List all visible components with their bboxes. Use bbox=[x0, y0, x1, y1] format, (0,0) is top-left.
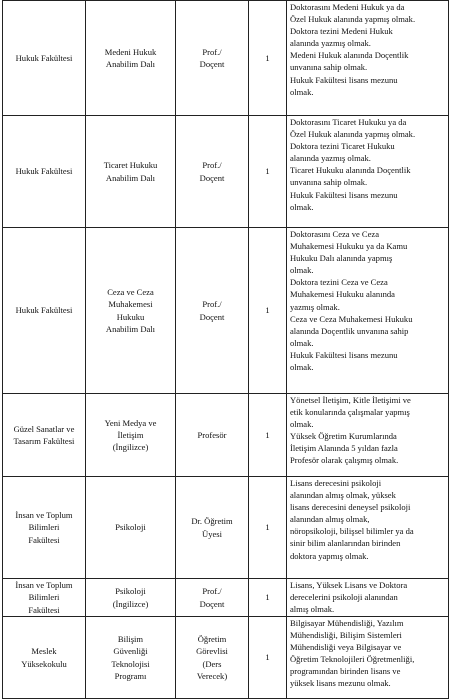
cell-text-line: (Ders bbox=[202, 658, 222, 669]
faculty-cell bbox=[3, 228, 86, 394]
department-cell bbox=[86, 1, 176, 116]
cell-text-line: Hukuk Fakültesi bbox=[15, 52, 73, 63]
requirement-line: alanında yazmış olmak. bbox=[290, 153, 371, 164]
cell-text-line: Hukuku bbox=[116, 311, 145, 322]
department-cell bbox=[86, 116, 176, 228]
cell-text-line: Hukuk Fakültesi bbox=[15, 166, 73, 177]
cell-text-line: Prof./ bbox=[202, 586, 222, 597]
requirement-line: Lisans derecesini psikoloji bbox=[290, 478, 382, 488]
requirement-line: Hukuk Fakültesi lisans mezunu bbox=[290, 74, 398, 85]
cell-text-line: Bilimleri bbox=[28, 592, 60, 603]
faculty-cell bbox=[3, 1, 86, 116]
requirement-line: Öğretim Teknolojileri Öğretmenliği, bbox=[290, 654, 415, 665]
cell-text-line: Dr. Öğretim bbox=[191, 516, 233, 527]
table-row bbox=[3, 116, 449, 228]
requirement-line: Doktora tezini Ceza ve Ceza bbox=[290, 277, 388, 288]
cell-text-line: Doçent bbox=[199, 598, 225, 609]
cell-text-line: Fakültesi bbox=[28, 604, 60, 615]
requirement-line: Ceza ve Ceza Muhakemesi Hukuku bbox=[290, 313, 413, 324]
cell-text-line: Anabilim Dalı bbox=[105, 323, 156, 334]
cell-text-line: Güvenliği bbox=[113, 646, 148, 657]
cell-text-line: Teknolojisi bbox=[111, 658, 150, 669]
faculty-cell bbox=[3, 477, 86, 579]
cell-text-line: Doçent bbox=[199, 59, 225, 69]
cell-text-line: Ceza ve Ceza bbox=[107, 287, 154, 298]
requirement-line: doktora yapmış olmak. bbox=[290, 550, 369, 561]
cell-text-line: 1 bbox=[265, 166, 270, 177]
requirement-line: Mühendisliği, Bilişim Sistemleri bbox=[290, 630, 402, 641]
cell-text-line: Programı bbox=[114, 670, 147, 681]
cell-text-line: Prof./ bbox=[202, 299, 222, 310]
requirement-line: Hukuk Fakültesi lisans mezunu bbox=[290, 349, 398, 360]
requirement-line: olmak. bbox=[290, 86, 314, 97]
requirement-line: Lisans, Yüksek Lisans ve Doktora bbox=[290, 580, 408, 590]
requirement-line: olmak. bbox=[290, 265, 314, 276]
table-row bbox=[3, 228, 449, 394]
cell-text-line: (İngilizce) bbox=[112, 598, 149, 609]
cell-text-line: Hukuk Fakültesi bbox=[15, 305, 73, 316]
cell-text-line: Yeni Medya ve bbox=[104, 417, 157, 428]
title-cell bbox=[176, 617, 249, 699]
cell-text-line: Bilişim bbox=[117, 634, 144, 645]
requirement-line: unvanına sahip olmak. bbox=[290, 177, 368, 188]
title-cell bbox=[176, 116, 249, 228]
title-cell bbox=[176, 477, 249, 579]
requirement-line: Özel Hukuk alanında yapmış olmak. bbox=[290, 14, 416, 25]
requirement-line: olmak. bbox=[290, 201, 314, 212]
table-row bbox=[3, 617, 449, 699]
cell-text-line: İnsan ve Toplum bbox=[15, 510, 73, 521]
department-cell bbox=[86, 394, 176, 477]
count-cell bbox=[249, 228, 287, 394]
faculty-cell bbox=[3, 394, 86, 477]
cell-text-line: Psikoloji bbox=[115, 586, 146, 597]
title-cell bbox=[176, 1, 249, 116]
cell-text-line: Medeni Hukuk bbox=[104, 46, 157, 57]
requirement-line: yazmış olmak. bbox=[290, 301, 340, 312]
requirements-cell bbox=[287, 1, 449, 116]
requirements-cell bbox=[287, 116, 449, 228]
requirement-line: etik konularında çalışmalar yapmış bbox=[290, 407, 410, 418]
department-cell bbox=[86, 477, 176, 579]
department-cell bbox=[86, 579, 176, 617]
cell-text-line: Doçent bbox=[199, 172, 225, 183]
requirements-cell bbox=[287, 617, 449, 699]
cell-text-line: İletişim bbox=[117, 429, 144, 440]
cell-text-line: (İngilizce) bbox=[112, 442, 149, 453]
requirement-line: Hukuk Fakültesi lisans mezunu bbox=[290, 189, 398, 200]
cell-text-line: 1 bbox=[265, 652, 270, 663]
requirement-line: Doktora tezini Medeni Hukuk bbox=[290, 26, 393, 37]
requirement-line: derecelerini psikoloji alanından bbox=[290, 592, 398, 603]
requirement-line: Özel Hukuk alanında yapmış olmak. bbox=[290, 129, 416, 140]
count-cell bbox=[249, 1, 287, 116]
cell-text-line: Bilimleri bbox=[28, 522, 60, 533]
table-row bbox=[3, 1, 449, 116]
requirement-line: olmak. bbox=[290, 419, 314, 430]
faculty-cell bbox=[3, 116, 86, 228]
cell-text-line: Muhakemesi bbox=[108, 299, 153, 310]
requirements-cell bbox=[287, 579, 449, 617]
requirement-line: alanında yazmış olmak. bbox=[290, 38, 371, 49]
requirement-line: lisans derecesini deneysel psikoloji bbox=[290, 502, 411, 513]
cell-text-line: Güzel Sanatlar ve bbox=[13, 423, 75, 434]
table-row bbox=[3, 477, 449, 579]
requirement-line: Doktora tezini Ticaret Hukuku bbox=[290, 141, 395, 152]
positions-table-body bbox=[3, 1, 449, 699]
requirement-line: Doktorasını Ticaret Hukuku ya da bbox=[290, 117, 407, 127]
cell-text-line: İnsan ve Toplum bbox=[15, 580, 73, 591]
requirement-line: olmak. bbox=[290, 362, 314, 373]
requirement-line: Doktorasını Medeni Hukuk ya da bbox=[290, 2, 405, 12]
cell-text-line: Prof./ bbox=[202, 46, 222, 57]
requirement-line: Yönetsel İletişim, Kitle İletişimi ve bbox=[290, 395, 411, 405]
cell-text-line: Verecek) bbox=[196, 670, 228, 681]
faculty-cell bbox=[3, 617, 86, 699]
requirement-line: nöropsikoloji, bilişsel bilimler ya da bbox=[290, 526, 414, 537]
faculty-cell bbox=[3, 579, 86, 617]
department-cell bbox=[86, 617, 176, 699]
table-row bbox=[3, 579, 449, 617]
requirements-cell bbox=[287, 477, 449, 579]
requirements-cell bbox=[287, 228, 449, 394]
count-cell bbox=[249, 116, 287, 228]
cell-text-line: 1 bbox=[265, 522, 270, 533]
requirement-line: unvanına sahip olmak. bbox=[290, 62, 368, 73]
requirement-line: alanından almış olmak, yüksek bbox=[290, 490, 396, 501]
cell-text-line: Psikoloji bbox=[115, 522, 146, 533]
cell-text-line: Anabilim Dalı bbox=[105, 59, 156, 69]
title-cell bbox=[176, 394, 249, 477]
cell-text-line: Yüksekokulu bbox=[21, 658, 67, 669]
cell-text-line: Meslek bbox=[31, 646, 57, 657]
department-cell bbox=[86, 228, 176, 394]
requirement-line: Hukuku Dalı alanında yapmış bbox=[290, 253, 393, 264]
requirement-line: Muhakemesi Hukuku alanında bbox=[290, 289, 395, 300]
requirement-line: olmak. bbox=[290, 337, 314, 348]
requirement-line: alanında Doçentlik unvanına sahip bbox=[290, 325, 409, 336]
requirement-line: almış olmak. bbox=[290, 604, 335, 615]
requirement-line: Yüksek Öğretim Kurumlarında bbox=[290, 431, 397, 442]
cell-text-line: Ticaret Hukuku bbox=[103, 160, 158, 171]
count-cell bbox=[249, 394, 287, 477]
count-cell bbox=[249, 579, 287, 617]
cell-text-line: 1 bbox=[265, 592, 270, 603]
cell-text-line: Doçent bbox=[199, 311, 225, 322]
title-cell bbox=[176, 579, 249, 617]
requirement-line: Ticaret Hukuku alanında Doçentlik bbox=[290, 165, 411, 176]
cell-text-line: Görevlisi bbox=[196, 646, 228, 657]
count-cell bbox=[249, 477, 287, 579]
requirement-line: Medeni Hukuk alanında Doçentlik bbox=[290, 50, 409, 61]
cell-text-line: Anabilim Dalı bbox=[105, 172, 156, 183]
requirements-cell bbox=[287, 394, 449, 477]
cell-text-line: Üyesi bbox=[202, 528, 222, 539]
requirement-line: alanından almış olmak, bbox=[290, 514, 370, 525]
cell-text-line: 1 bbox=[265, 429, 270, 440]
table-row bbox=[3, 394, 449, 477]
requirement-line: İletişim Alanında 5 yıldan fazla bbox=[290, 443, 398, 454]
requirement-line: programından birinden lisans ve bbox=[290, 666, 401, 677]
positions-table bbox=[2, 0, 449, 699]
cell-text-line: Profesör bbox=[197, 429, 227, 440]
requirement-line: Mühendisliği veya Bilgisayar ve bbox=[290, 642, 402, 653]
cell-text-line: Fakültesi bbox=[28, 534, 60, 545]
cell-text-line: 1 bbox=[265, 52, 270, 63]
requirement-line: Bilgisayar Mühendisliği, Yazılım bbox=[290, 618, 404, 628]
requirement-line: Doktorasını Ceza ve Ceza bbox=[290, 229, 379, 239]
requirement-line: sinir bilim alanlarından birinden bbox=[290, 538, 401, 549]
cell-text-line: 1 bbox=[265, 305, 270, 316]
requirement-line: yüksek lisans mezunu olmak. bbox=[290, 678, 391, 689]
cell-text-line: Tasarım Fakültesi bbox=[13, 436, 75, 446]
count-cell bbox=[249, 617, 287, 699]
requirement-line: Profesör olarak çalışmış olmak. bbox=[290, 455, 399, 466]
title-cell bbox=[176, 228, 249, 394]
cell-text-line: Prof./ bbox=[202, 160, 222, 171]
cell-text-line: Öğretim bbox=[197, 634, 227, 645]
requirement-line: Muhakemesi Hukuku ya da Kamu bbox=[290, 241, 408, 252]
